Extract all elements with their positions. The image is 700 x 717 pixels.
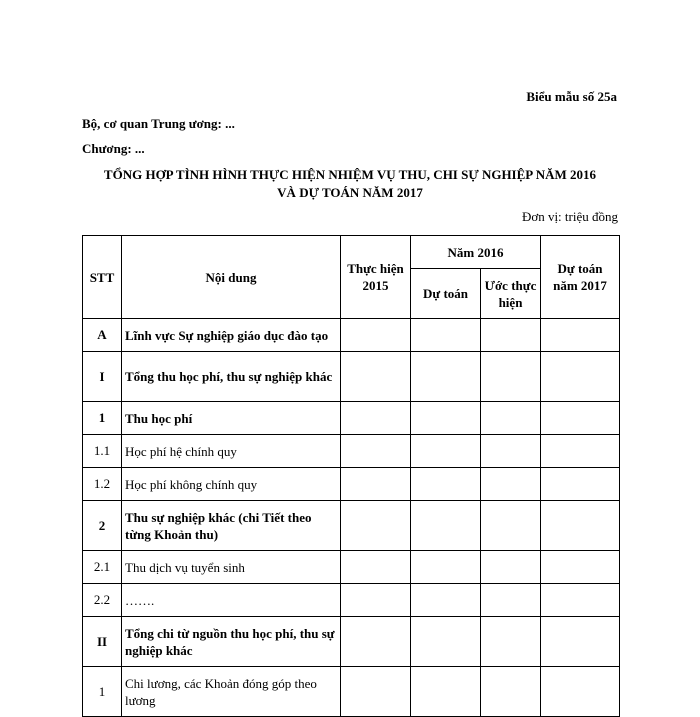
header-expected: Ước thực hiện [481,269,541,319]
unit-label: Đơn vị: triệu đồng [521,209,618,224]
row-content: Thu dịch vụ tuyển sinh [122,551,341,584]
row-stt: 1 [83,402,122,435]
table-row [83,435,620,468]
table-row [83,468,620,501]
row-content: Thu học phí [122,402,341,435]
row-stt: 1.2 [83,468,122,501]
ministry-line: Bộ, cơ quan Trung ương: ... [82,116,235,131]
report-table [82,235,620,717]
report-title [0,166,700,202]
table-row [83,667,620,717]
row-stt: II [83,617,122,667]
row-content: Tổng thu học phí, thu sự nghiệp khác [122,352,341,402]
row-stt: A [83,319,122,352]
row-stt: 1 [83,667,122,717]
chapter-line: Chương: ... [82,141,145,156]
row-stt: 2 [83,501,122,551]
title-line-1: TỔNG HỢP TÌNH HÌNH THỰC HIỆN NHIỆM VỤ THU, CHI SỰ NGHIỆP NĂM 2016 [103,167,597,182]
table-row [83,352,620,402]
row-stt: 2.1 [83,551,122,584]
row-content: Tổng chi từ nguồn thu học phí, thu sự nghiệp khác [122,617,341,667]
row-content: Học phí hệ chính quy [122,435,341,468]
table-row [83,551,620,584]
header-year-2016: Năm 2016 [411,236,541,269]
row-content: ……. [122,584,341,617]
row-stt: 2.2 [83,584,122,617]
header-stt: STT [83,236,122,319]
table-row [83,617,620,667]
header-actual-2015: Thực hiện 2015 [341,236,411,319]
header-row-1 [83,236,620,269]
row-content: Thu sự nghiệp khác (chi Tiết theo từng Khoản thu) [122,501,341,551]
row-stt: 1.1 [83,435,122,468]
row-content: Học phí không chính quy [122,468,341,501]
table-row [83,501,620,551]
table-row [83,319,620,352]
table-row [83,402,620,435]
header-content: Nội dung [122,236,341,319]
row-content: Chi lương, các Khoản đóng góp theo lương [122,667,341,717]
row-stt: I [83,352,122,402]
row-content: Lĩnh vực Sự nghiệp giáo dục đào tạo [122,319,341,352]
title-line-2: VÀ DỰ TOÁN NĂM 2017 [277,185,423,200]
form-number: Biểu mẫu số 25a [526,89,617,104]
header-estimate: Dự toán [411,269,481,319]
table-row [83,584,620,617]
header-estimate-2017: Dự toán năm 2017 [541,236,620,319]
